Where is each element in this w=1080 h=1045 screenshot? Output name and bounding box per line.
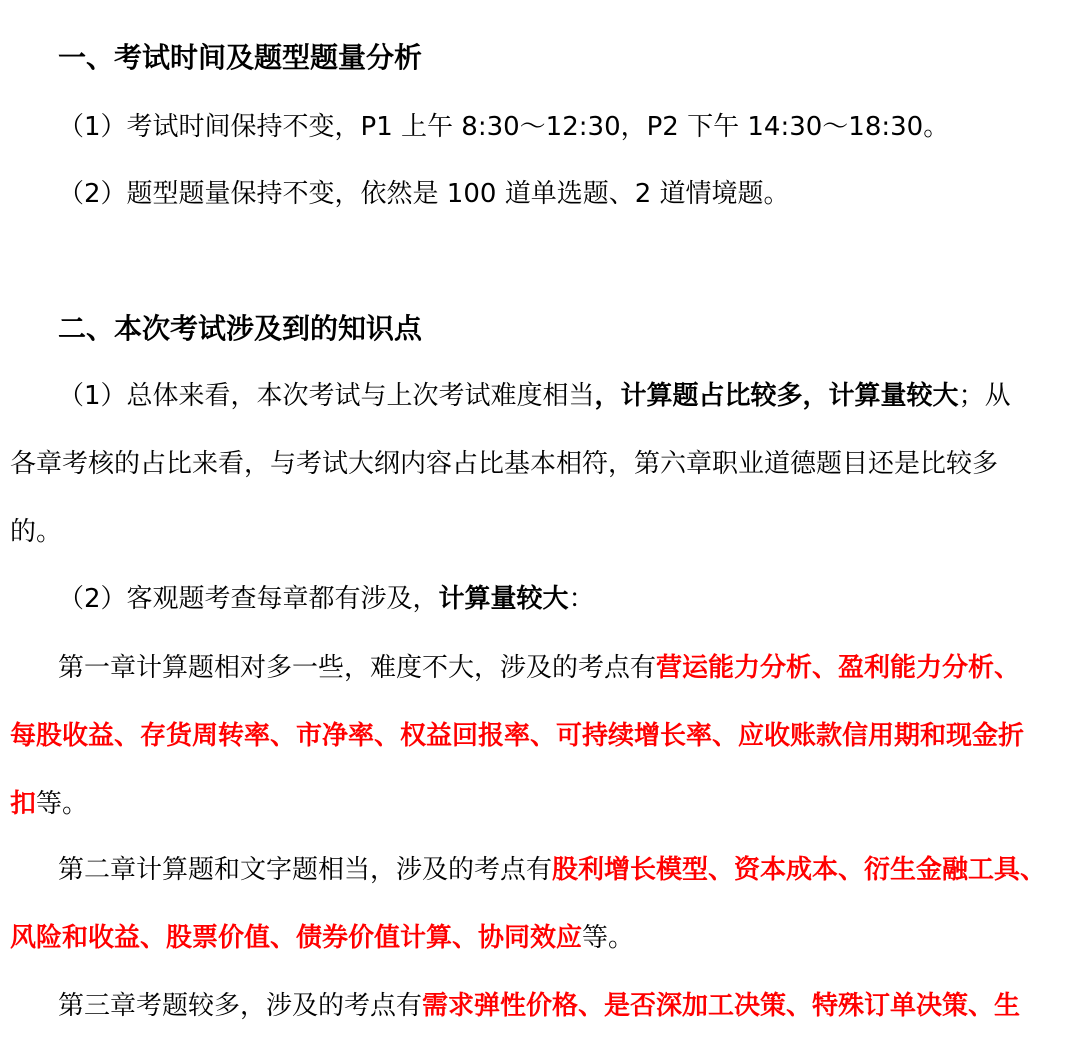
chapter-2-intro: 第二章计算题和文字题相当，涉及的考点有 [58,855,553,885]
chapter-2-tail: 等。 [582,923,635,953]
chapter-1-tail: 等。 [36,789,89,819]
para-1-text: （1）总体来看，本次考试与上次考试难度相当 [58,381,595,411]
section-2-heading: 二、本次考试涉及到的知识点 [58,312,423,345]
para-1-tail: ；从 [958,381,1011,411]
section-1-item-2: （2）题型题量保持不变，依然是 100 道单选题、2 道情境题。 [58,179,790,209]
section-2-para-1-line-2: 各章考核的占比来看，与考试大纲内容占比基本相符，第六章职业道德题目还是比较多 [10,449,999,479]
section-2-para-1-line-3: 的。 [10,517,63,547]
chapter-3-line-1 [58,989,1020,1023]
section-2-para-1-line-1 [58,379,1011,413]
chapter-1-topics-a: 营运能力分析、盈利能力分析、 [656,653,1021,683]
chapter-2-line-1 [58,853,1046,887]
section-1-heading: 一、考试时间及题型题量分析 [58,41,423,74]
section-2-para-2 [58,582,595,616]
chapter-1-line-3 [10,787,88,821]
chapter-2-topics-b: 风险和收益、股票价值、债券价值计算、协同效应 [10,923,583,953]
chapter-1-line-1 [58,651,1020,685]
chapter-2-topics-a: 股利增长模型、资本成本、衍生金融工具、 [552,855,1047,885]
chapter-3-intro: 第三章考题较多，涉及的考点有 [58,991,423,1021]
chapter-1-line-2: 每股收益、存货周转率、市净率、权益回报率、可持续增长率、应收账款信用期和现金折 [10,721,1025,751]
para-2-text: （2）客观题考查每章都有涉及， [58,584,439,614]
section-1-item-1: （1）考试时间保持不变，P1 上午 8:30～12:30，P2 下午 14:30～18:30。 [58,112,950,142]
chapter-1-intro: 第一章计算题相对多一些，难度不大，涉及的考点有 [58,653,657,683]
para-2-tail: ： [568,584,595,614]
chapter-1-topics-c: 扣 [10,789,37,819]
chapter-2-line-2 [10,921,634,955]
chapter-3-topics-a: 需求弹性价格、是否深加工决策、特殊订单决策、生 [422,991,1021,1021]
para-1-emphasis: ，计算题占比较多，计算量较大 [594,381,959,411]
para-2-emphasis: 计算量较大 [438,584,569,614]
